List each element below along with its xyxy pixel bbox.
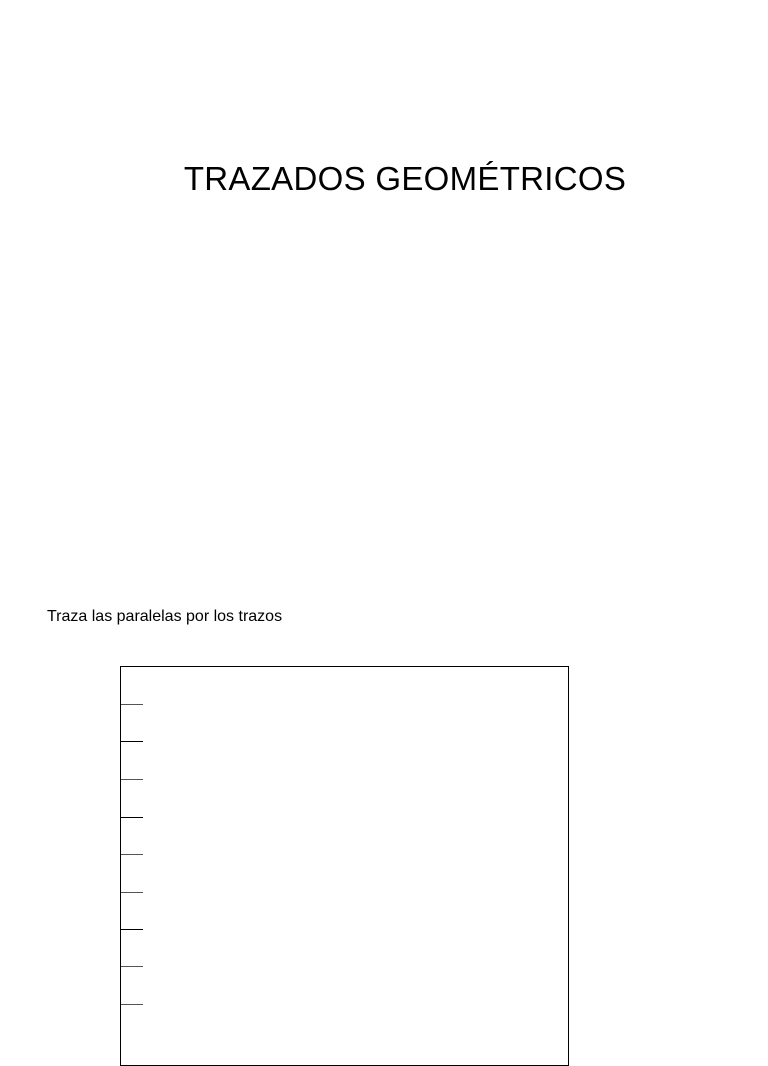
guide-mark (121, 779, 143, 780)
exercise-box (120, 666, 569, 1066)
guide-mark (121, 854, 143, 855)
guide-mark (121, 704, 143, 705)
guide-mark (121, 892, 143, 893)
guide-mark (121, 966, 143, 967)
instruction-text: Traza las paralelas por los trazos (47, 608, 283, 625)
guide-mark (121, 929, 143, 930)
guide-mark (121, 741, 143, 742)
page-title: TRAZADOS GEOMÉTRICOS (183, 160, 627, 197)
guide-mark (121, 817, 143, 818)
guide-mark (121, 1004, 143, 1005)
